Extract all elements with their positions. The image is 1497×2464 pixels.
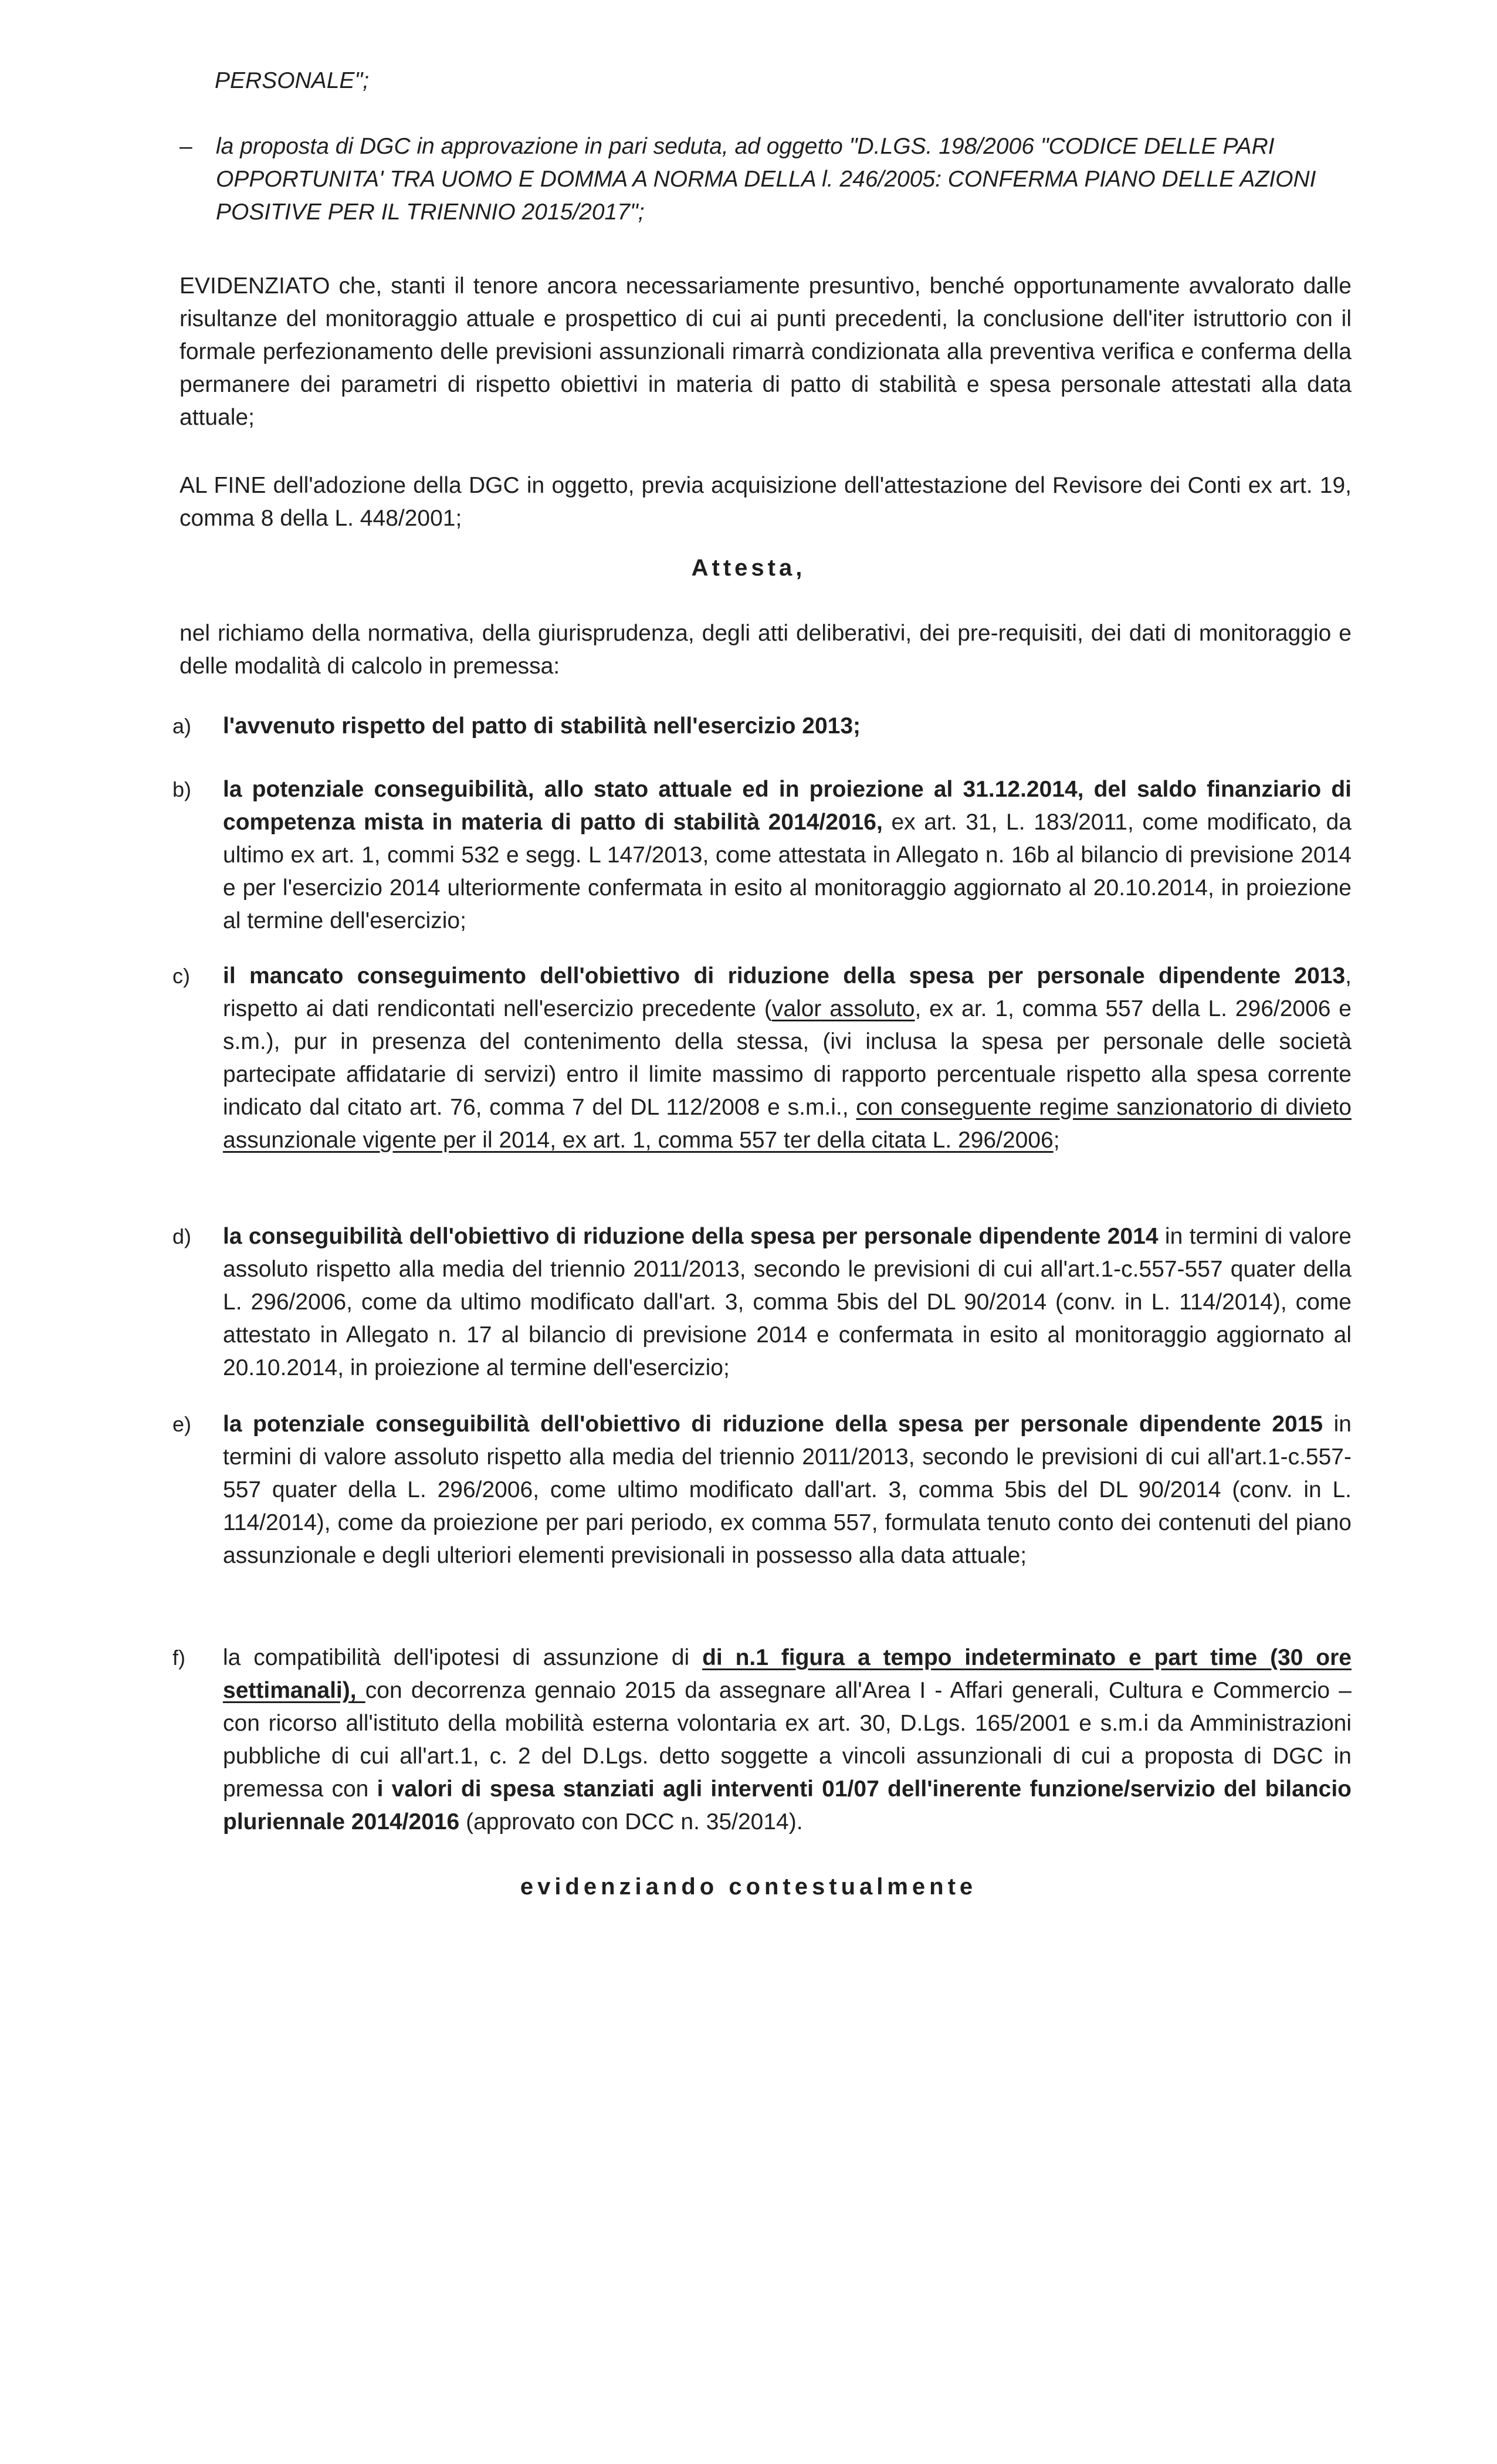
item-underlined-text: valor assoluto	[771, 996, 915, 1021]
item-body	[223, 1641, 1352, 1839]
item-letter: c)	[172, 964, 190, 988]
item-text: (approvato con DCC n. 35/2014).	[459, 1809, 803, 1835]
item-bold-text: la conseguibilità dell'obiettivo di riduzione della spesa per personale dipendente 2014	[223, 1224, 1159, 1249]
item-text: in termini di valore assoluto rispetto alla media del triennio 2011/2013, secondo le previsioni di cui all'art.1-c.557-557 quater della L. 296/2006, come da ultimo modificato dall'art. 3, comma 5bis del DL 90/2014 (conv. in L. 114/2014), come attestato in Allegato n. 17 al bilancio di previsione 2014 e confermata in esito al monitoraggio aggiornato al 20.10.2014, in proiezione al termine dell'esercizio;	[223, 1224, 1352, 1380]
item-text: , rispetto ai dati rendicontati nell'esercizio precedente (	[223, 963, 1352, 1021]
item-text: la compatibilità dell'ipotesi di assunzione di	[223, 1645, 703, 1670]
paragraph-evidenziato: EVIDENZIATO che, stanti il tenore ancora necessariamente presuntivo, benché opportunamente avvalorato dalle risultanze del monitoraggio attuale e prospettico di cui ai punti precedenti, la conclusione dell'iter istruttorio con il formale perfezionamento delle previsioni assunzionali rimarrà condizionata alla preventiva verifica e conferma della permanere dei parametri di rispetto obiettivi in materia di patto di stabilità e spesa personale attestati alla data attuale;	[179, 273, 1352, 430]
item-text: , ex ar. 1, comma 557 della L. 296/2006 e s.m.), pur in presenza del contenimento della stessa, (ivi inclusa la spesa per personale delle società partecipate affidatarie di servizi) entro il limite massimo di rapporto percentuale rispetto alla spesa corrente indicato dal citato art. 76, comma 7 del DL 112/2008 e s.m.i.,	[223, 996, 1352, 1120]
item-body	[223, 773, 1352, 937]
item-body	[223, 710, 1352, 743]
item-letter: b)	[172, 777, 192, 801]
dash-item-text: la proposta di DGC in approvazione in pari seduta, ad oggetto "D.LGS. 198/2006 "CODICE DELLE PARI OPPORTUNITA' TRA UOMO E DOMMA A NORMA DELLA l. 246/2005: CONFERMA PIANO DELLE AZIONI POSITIVE PER IL TRIENNIO 2015/2017";	[216, 134, 1316, 225]
item-bold-text: l'avvenuto rispetto del patto di stabilità nell'esercizio 2013;	[223, 713, 861, 739]
dash-marker: –	[179, 134, 192, 159]
item-body	[223, 1220, 1352, 1385]
item-bold-underlined-text: di n.1 figura a tempo indeterminato e part time (30 ore settimanali),	[223, 1645, 1352, 1703]
item-bold-text: la potenziale conseguibilità, allo stato attuale ed in proiezione al 31.12.2014, del saldo finanziario di competenza mista in materia di patto di stabilità 2014/2016,	[223, 777, 1352, 835]
item-letter: d)	[172, 1224, 192, 1248]
item-bold-text: il mancato conseguimento dell'obiettivo di riduzione della spesa per personale dipendente 2013	[223, 963, 1346, 989]
heading-evidenziando: evidenziando contestualmente	[520, 1874, 977, 1900]
item-body	[223, 1408, 1352, 1572]
intro-continuation: PERSONALE";	[215, 68, 370, 93]
heading-attesta: Attesta,	[691, 555, 806, 581]
item-bold-text: i valori di spesa stanziati agli interventi 01/07 dell'inerente funzione/servizio del bilancio pluriennale 2014/2016	[223, 1776, 1352, 1835]
item-text: ex art. 31, L. 183/2011, come modificato, da ultimo ex art. 1, commi 532 e segg. L 147/2013, come attestata in Allegato n. 16b al bilancio di previsione 2014 e per l'esercizio 2014 ulteriormente confermata in esito al monitoraggio aggiornato al 20.10.2014, in proiezione al termine dell'esercizio;	[223, 810, 1352, 933]
paragraph-al-fine: AL FINE dell'adozione della DGC in oggetto, previa acquisizione dell'attestazione del Revisore dei Conti ex art. 19, comma 8 della L. 448/2001;	[179, 473, 1352, 531]
item-letter: a)	[172, 714, 192, 738]
item-letter: f)	[172, 1646, 185, 1670]
item-body	[223, 960, 1352, 1157]
paragraph-richiamo: nel richiamo della normativa, della giurisprudenza, degli atti deliberativi, dei pre-requisiti, dei dati di monitoraggio e delle modalità di calcolo in premessa:	[179, 621, 1352, 679]
item-text: con decorrenza gennaio 2015 da assegnare all'Area I - Affari generali, Cultura e Commercio – con ricorso all'istituto della mobilità esterna volontaria ex art. 30, D.Lgs. 165/2001 e s.m.i da Amministrazioni pubbliche di cui all'art.1, c. 2 del D.Lgs. detto soggette a vincoli assunzionali di cui a proposta di DGC in premessa con	[223, 1678, 1352, 1802]
item-text: ;	[1053, 1128, 1060, 1153]
item-letter: e)	[172, 1412, 192, 1436]
item-text: in termini di valore assoluto rispetto alla media del triennio 2011/2013, secondo le previsioni di cui all'art.1-c.557-557 quater della L. 296/2006, come ultimo modificato dall'art. 3, comma 5bis del DL 90/2014 (conv. in L. 114/2014), come da proiezione per pari periodo, ex comma 557, formulata tenuto conto dei contenuti del piano assunzionale e degli ulteriori elementi previsionali in possesso alla data attuale;	[223, 1412, 1352, 1568]
item-bold-text: la potenziale conseguibilità dell'obiettivo di riduzione della spesa per personale dipendente 2015	[223, 1412, 1323, 1437]
item-underlined-text: con conseguente regime sanzionatorio di divieto assunzionale vigente per il 2014, ex art. 1, comma 557 ter della citata L. 296/2006	[223, 1095, 1352, 1153]
